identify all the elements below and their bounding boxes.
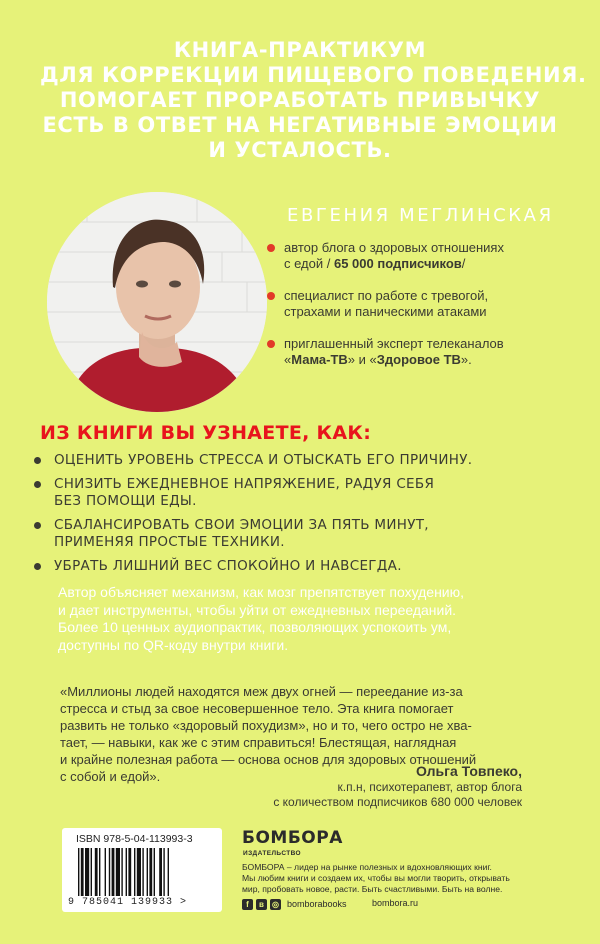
vk-icon[interactable]: в	[256, 899, 267, 910]
description-line: Автор объясняет механизм, как мозг препятствует похудению,	[58, 584, 465, 600]
learn-title: ИЗ КНИГИ ВЫ УЗНАЕТЕ, КАК:	[40, 422, 372, 444]
headline-line: ДЛЯ КОРРЕКЦИИ ПИЩЕВОГО ПОВЕДЕНИЯ.	[40, 63, 587, 87]
learn-item-line: УБРАТЬ ЛИШНИЙ ВЕС СПОКОЙНО И НАВСЕГДА.	[54, 558, 402, 574]
barcode-bar	[126, 848, 127, 896]
bullet-text: ».	[460, 352, 472, 367]
bullet-dot	[34, 563, 41, 570]
reviewer-name: Ольга Товпеко,	[415, 763, 522, 779]
barcode-bar	[81, 848, 84, 896]
barcode-box	[62, 828, 222, 912]
headline	[40, 38, 587, 163]
quote-line: «Миллионы людей находятся меж двух огней — переедание из-за	[60, 684, 463, 699]
barcode-bar	[121, 848, 122, 896]
bullet-text: с едой /	[284, 256, 334, 271]
instagram-icon[interactable]: ◎	[270, 899, 281, 910]
headline-line: ЕСТЬ В ОТВЕТ НА НЕГАТИВНЫЕ ЭМОЦИИ	[42, 113, 558, 137]
publisher-description-line: мир, пробовать новое, расти. Быть счастливыми. Быть на волне.	[242, 884, 503, 894]
publisher-logo: БОМБОРА	[242, 828, 343, 848]
publisher-description	[242, 862, 542, 895]
bullet-text: /	[461, 256, 466, 271]
author-portrait-image	[47, 192, 267, 412]
bullet-dot	[34, 481, 41, 488]
publisher-description-line: Мы любим книги и создаем их, чтобы вы могли творить, открывать	[242, 873, 510, 883]
bullet-text: » и «	[347, 352, 377, 367]
quote-line: и крайне полезная работа — основа основ для здоровых отношений	[60, 752, 477, 767]
social-links	[242, 898, 347, 910]
author-bullets	[263, 240, 593, 384]
barcode-bar	[149, 848, 152, 896]
bullet-dot	[34, 457, 41, 464]
headline-line: И УСТАЛОСТЬ.	[208, 138, 392, 162]
headline-line: КНИГА-ПРАКТИКУМ	[173, 38, 427, 62]
bullet-dot	[267, 292, 275, 300]
headline-line: ПОМОГАЕТ ПРОРАБОТАТЬ ПРИВЫЧКУ	[59, 88, 541, 112]
barcode-bar	[99, 848, 100, 896]
learn-item-line: ПРИМЕНЯЯ ПРОСТЫЕ ТЕХНИКИ.	[54, 534, 285, 550]
facebook-icon[interactable]: f	[242, 899, 253, 910]
barcode-bar	[163, 848, 164, 896]
learn-item	[30, 476, 590, 510]
bullet-line	[284, 256, 593, 272]
social-handle[interactable]: bomborabooks	[287, 899, 347, 909]
learn-item	[30, 558, 590, 575]
learn-item-line: БЕЗ ПОМОЩИ ЕДЫ.	[54, 493, 197, 509]
author-name: ЕВГЕНИЯ МЕГЛИНСКАЯ	[287, 205, 554, 226]
author-bullet	[263, 240, 593, 272]
barcode-number: 9 785041 139933 >	[68, 897, 188, 908]
learn-item	[30, 517, 590, 551]
quote-line: развить не только «здоровый похудизм», но и то, чего остро не хва-	[60, 718, 472, 733]
description-line: и дает инструменты, чтобы уйти от ежедневных перееданий.	[58, 601, 457, 618]
barcode-bar	[128, 848, 131, 896]
barcode-bar	[159, 848, 162, 896]
learn-item-line: СНИЗИТЬ ЕЖЕДНЕВНОЕ НАПРЯЖЕНИЕ, РАДУЯ СЕБЯ	[54, 476, 435, 492]
bullet-dot	[34, 522, 41, 529]
barcode-bar	[134, 848, 135, 896]
bullet-dot	[267, 244, 275, 252]
barcode-bar	[109, 848, 110, 896]
bullet-line: приглашенный эксперт телеканалов	[284, 336, 504, 351]
reviewer-signature	[273, 763, 522, 810]
reviewer-role: к.п.н, психотерапевт, автор блога	[337, 780, 522, 794]
barcode-bar	[147, 848, 148, 896]
barcode-bar	[85, 848, 89, 896]
barcode-bar	[137, 848, 141, 896]
quote-line: тает, — навыки, как же с этим справиться! Блестящая, наглядная	[60, 735, 457, 750]
learn-item-line: СБАЛАНСИРОВАТЬ СВОИ ЭМОЦИИ ЗА ПЯТЬ МИНУТ,	[54, 517, 429, 533]
publisher-subtitle: ИЗДАТЕЛЬСТВО	[243, 850, 302, 857]
publisher-description-line: БОМБОРА – лидер на рынке полезных и вдохновляющих книг.	[242, 862, 492, 872]
barcode-bar	[95, 848, 98, 896]
author-photo	[47, 192, 267, 412]
barcode-bar	[91, 848, 92, 896]
subscribers-count: 65 000 подписчиков	[333, 256, 462, 271]
barcode-bar	[168, 848, 169, 896]
reviewer-role: с количеством подписчиков 680 000 человек	[273, 795, 522, 809]
publisher-website[interactable]: bombora.ru	[372, 898, 419, 908]
barcode-bar	[105, 848, 106, 896]
barcode-image	[76, 848, 208, 896]
author-bullet	[263, 288, 593, 320]
bullet-dot	[267, 340, 275, 348]
barcode-bar	[112, 848, 115, 896]
bullet-line	[284, 352, 593, 368]
isbn: ISBN 978-5-04-113993-3	[76, 833, 193, 845]
book-description	[58, 584, 578, 654]
bullet-line: автор блога о здоровых отношениях	[284, 240, 504, 255]
bullet-text: «	[284, 352, 292, 367]
description-line: Более 10 ценных аудиопрактик, позволяющих успокоить ум,	[58, 619, 452, 635]
quote-line: стресса и стыд за свое несовершенное тело. Эта книга помогает	[60, 701, 454, 716]
bullet-line: специалист по работе с тревогой,	[284, 288, 489, 303]
barcode-bar	[142, 848, 143, 896]
quote-line: с собой и едой».	[60, 769, 161, 784]
barcode-bar	[116, 848, 120, 896]
description-line: доступны по QR-коду внутри книги.	[58, 636, 289, 653]
learn-item-line: ОЦЕНИТЬ УРОВЕНЬ СТРЕССА И ОТЫСКАТЬ ЕГО ПРИЧИНУ.	[54, 452, 473, 468]
barcode-bar	[78, 848, 79, 896]
bullet-line: страхами и паническими атаками	[284, 304, 487, 319]
tv-channel-name: Здоровое ТВ	[376, 352, 461, 367]
learn-list	[30, 452, 590, 582]
barcode-bar	[154, 848, 155, 896]
tv-channel-name: Мама-ТВ	[291, 352, 348, 367]
author-bullet	[263, 336, 593, 368]
learn-item	[30, 452, 590, 469]
